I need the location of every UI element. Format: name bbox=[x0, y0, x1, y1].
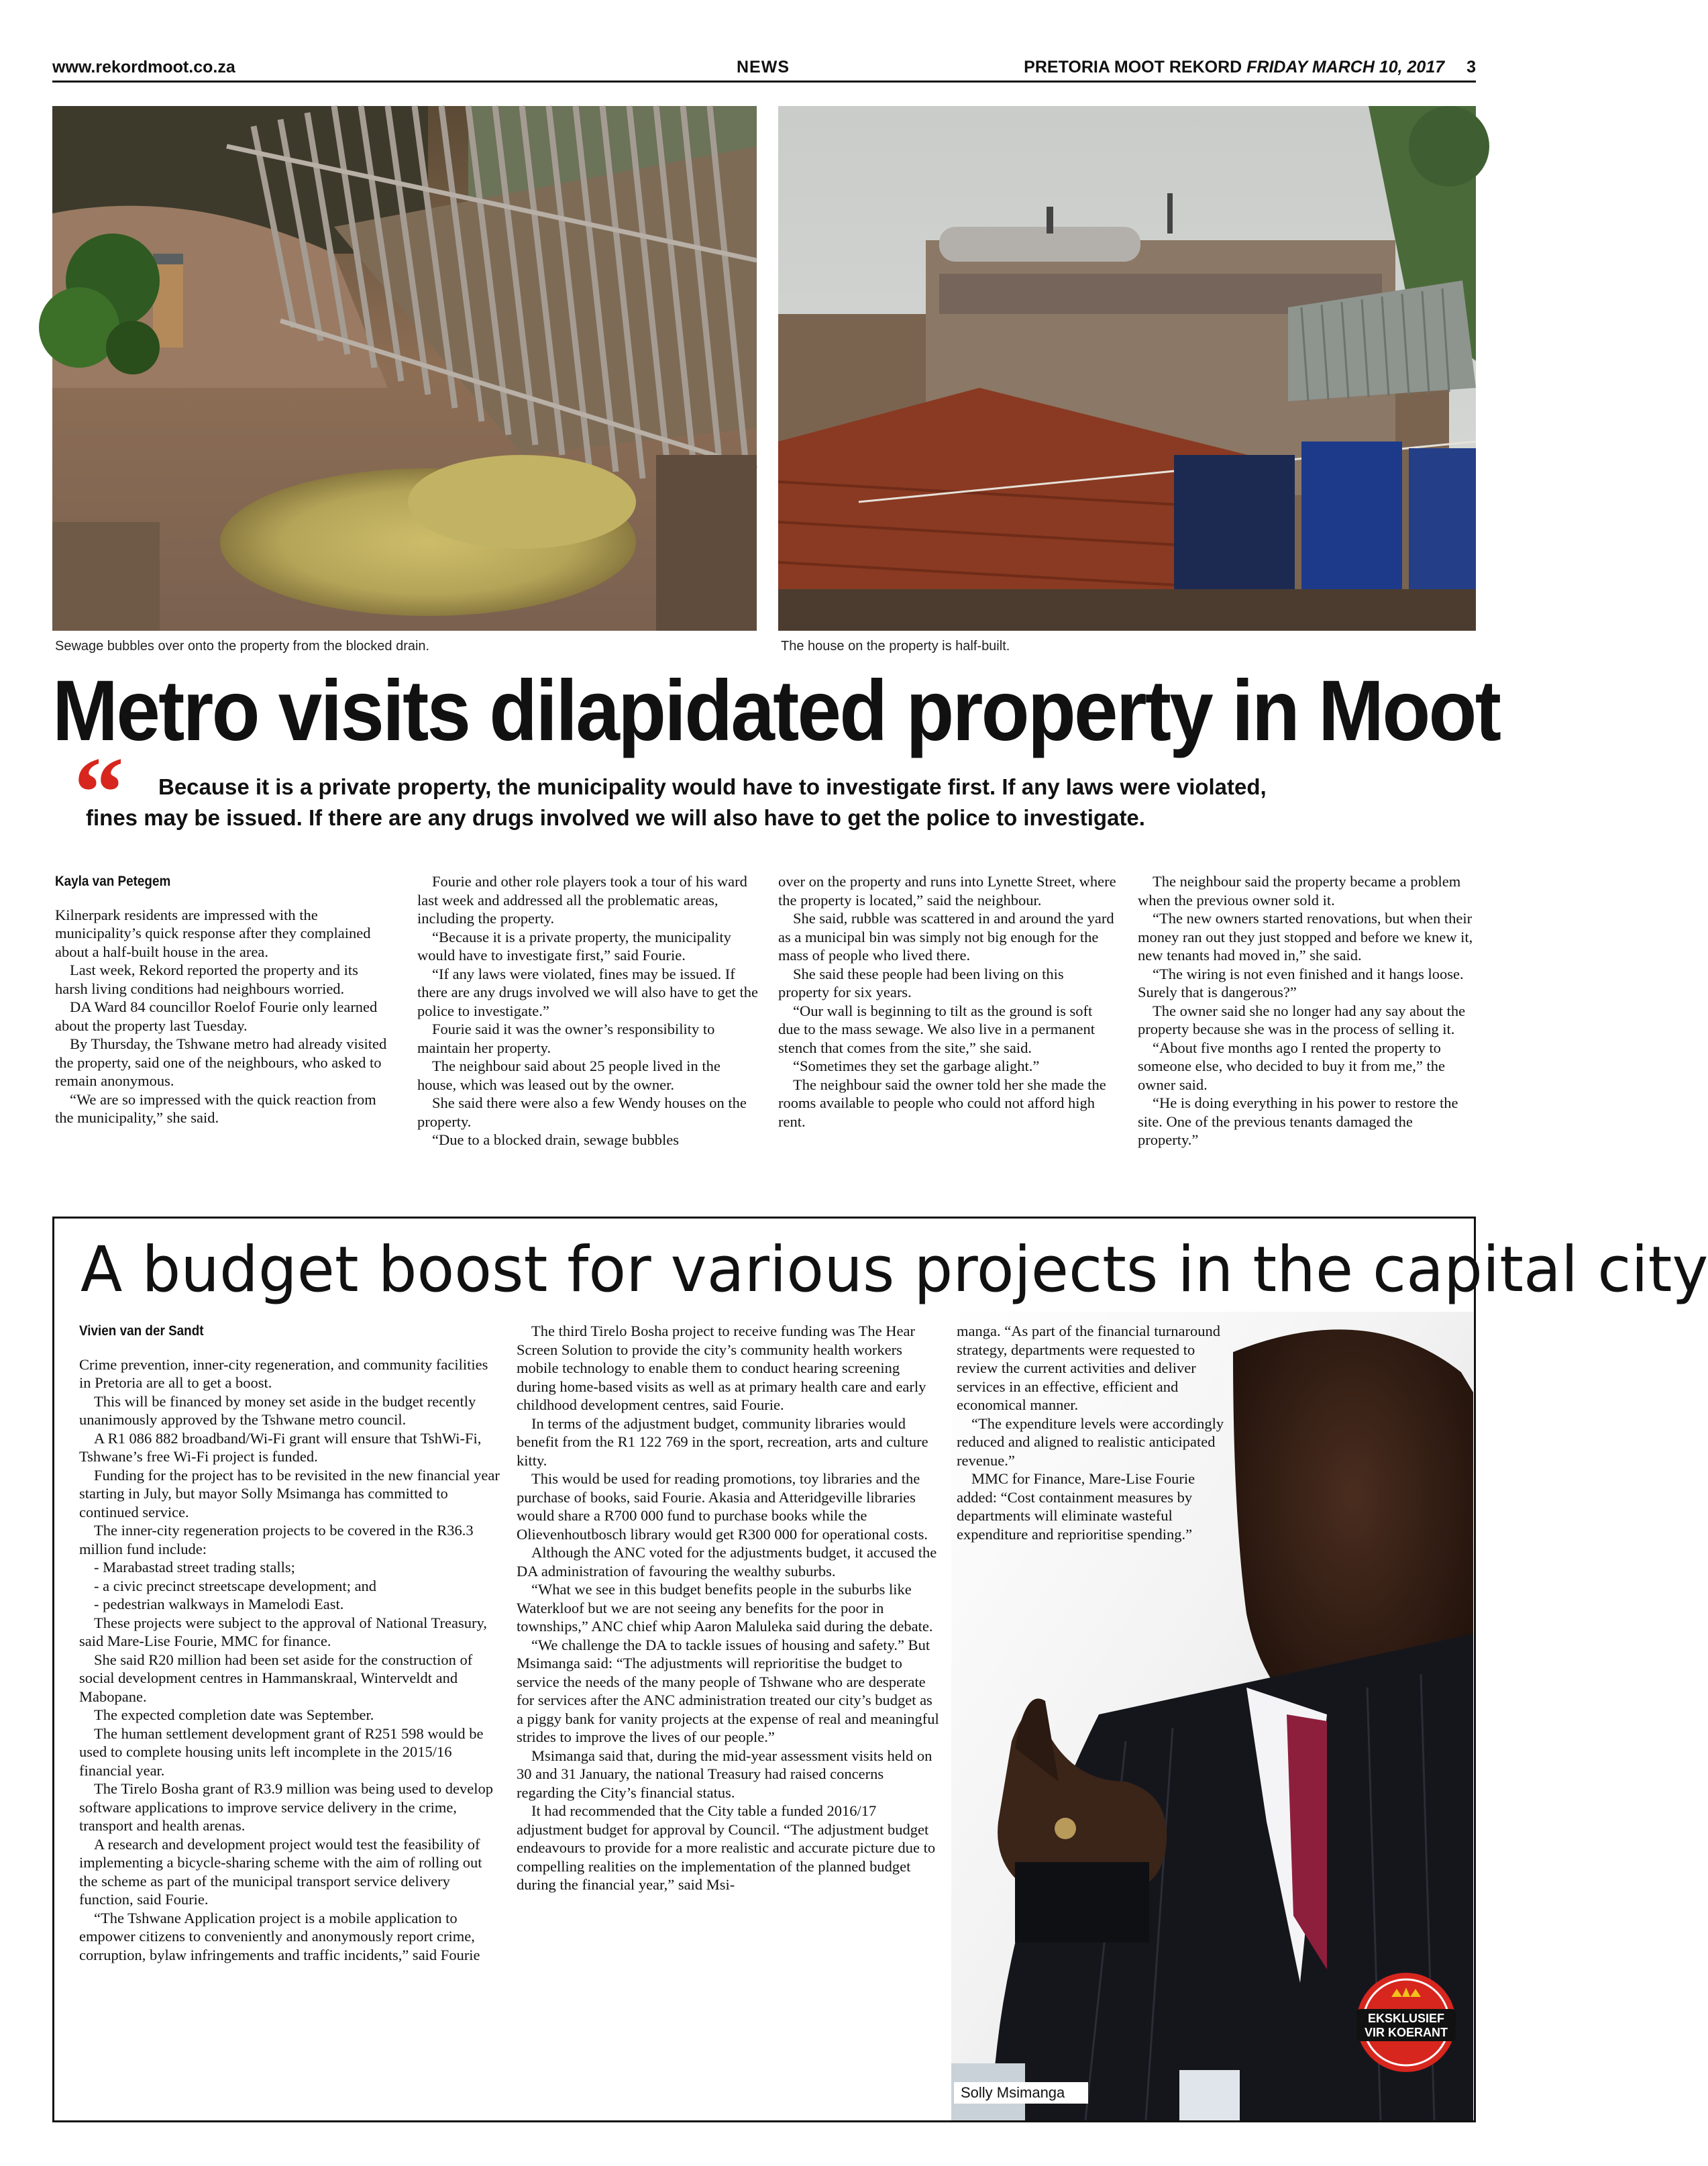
paragraph: over on the property and runs into Lynette Street, where the property is located,” said the neighbour. bbox=[778, 873, 1116, 909]
paragraph: “The Tshwane Application project is a mobile application to empower citizens to conveniently and anonymously report crime, corruption, bylaw infringements and traffic incidents,” said Fourie bbox=[79, 1909, 480, 1963]
paragraph: “If any laws were violated, fines may be issued. If there are any drugs involved we will also have to get the police to investigate.” bbox=[417, 965, 758, 1019]
sewage-photo-image bbox=[52, 106, 757, 631]
badge-line-2: VIR KOERANT bbox=[1364, 2026, 1448, 2039]
left-photo-caption: Sewage bubbles over onto the property from the blocked drain. bbox=[55, 639, 430, 654]
paragraph: “Our wall is beginning to tilt as the ground is soft due to the mass sewage. We also live in a permanent stench that comes from the site,” she said. bbox=[778, 1002, 1096, 1056]
paragraph: She said there were also a few Wendy houses on the property. bbox=[417, 1094, 747, 1130]
paragraph: Although the ANC voted for the adjustments budget, it accused the DA administration of favouring the wealthy suburbs. bbox=[517, 1544, 937, 1580]
paragraph: Crime prevention, inner-city regeneration, and community facilities in Pretoria are all to get a boost. bbox=[79, 1355, 488, 1391]
right-photo-caption: The house on the property is half-built. bbox=[781, 639, 1010, 654]
paragraph: The neighbour said the property became a problem when the previous owner sold it. bbox=[1138, 873, 1461, 909]
budget-column-2 bbox=[517, 1322, 939, 2107]
photo-caption-label: Solly Msimanga bbox=[954, 2082, 1088, 2104]
badge-line-1: EKSKLUSIEF bbox=[1367, 2012, 1445, 2025]
paragraph: Funding for the project has to be revisited in the new financial year starting in July, but mayor Solly Msimanga has committed to continued service. bbox=[79, 1466, 500, 1520]
paragraph: The neighbour said the owner told her she made the rooms available to people who could not afford high rent. bbox=[778, 1076, 1106, 1130]
paragraph: “The expenditure levels were accordingly reduced and aligned to realistic anticipated revenue.” bbox=[957, 1414, 1224, 1469]
paragraph: A research and development project would test the feasibility of implementing a bicycle-sharing scheme with the aim of rolling out the scheme as part of the municipal transport service delivery function, said Fourie. bbox=[79, 1835, 482, 1908]
paragraph: She said, rubble was scattered in and around the yard as a municipal bin was simply not big enough for the mass of people who lived there. bbox=[778, 910, 1114, 964]
paragraph: The third Tirelo Bosha project to receive funding was The Hear Screen Solution to provide the city’s community health workers mobile technology to enable them to conduct hearing screening during home-based visits as well as at primary health care and early childhood development centres, said Fourie. bbox=[517, 1323, 926, 1413]
paragraph: These projects were subject to the approval of National Treasury, said Mare-Lise Fourie, MMC for finance. bbox=[79, 1614, 487, 1649]
page-header bbox=[52, 54, 1476, 83]
paragraph: The human settlement development grant of R251 598 would be used to complete housing units left incomplete in the 2015/16 financial year. bbox=[79, 1724, 484, 1779]
exclusive-badge-icon bbox=[1352, 1969, 1460, 2076]
article-column-2 bbox=[417, 872, 759, 1208]
pull-quote-line-2: fines may be issued. If there are any drugs involved we will also have to get the police to investigate. bbox=[86, 805, 1145, 830]
exclusive-badge bbox=[1352, 1969, 1460, 2076]
list-item: - a civic precinct streetscape development; and bbox=[94, 1577, 377, 1594]
publication-info bbox=[1024, 58, 1476, 77]
page-number: 3 bbox=[1466, 58, 1476, 76]
paragraph: “Sometimes they set the garbage alight.” bbox=[793, 1058, 1040, 1074]
paragraph: “We challenge the DA to tackle issues of housing and safety.” But Msimanga said: “The adjustments will reprioritise the budget to service the needs of the many people of Tshwane who are desperate for services after the ANC administration treated our city’s budget as a piggy bank for vanity projects at the expense of real and meaningful strides to improve the lives of our people.” bbox=[517, 1636, 939, 1745]
publication-name: PRETORIA MOOT REKORD bbox=[1024, 58, 1242, 76]
website-url[interactable]: www.rekordmoot.co.za bbox=[52, 58, 235, 76]
paragraph: “The wiring is not even finished and it hangs loose. Surely that is dangerous?” bbox=[1138, 965, 1464, 1000]
paragraph: By Thursday, the Tshwane metro had already visited the property, said one of the neighbours, who asked to remain anonymous. bbox=[55, 1035, 387, 1089]
paragraph: “The new owners started renovations, but when their money ran out they just stopped and before we knew it, new tenants had moved in,” she said. bbox=[1138, 910, 1473, 964]
paragraph: Msimanga said that, during the mid-year assessment visits held on 30 and 31 January, the national Treasury had raised concerns regarding the City’s financial status. bbox=[517, 1747, 932, 1801]
byline: Kayla van Petegem bbox=[55, 874, 171, 889]
article-column-4 bbox=[1138, 872, 1476, 1208]
sewage-photo bbox=[52, 106, 757, 631]
section-label: NEWS bbox=[737, 58, 790, 76]
paragraph: DA Ward 84 councillor Roelof Fourie only learned about the property last Tuesday. bbox=[55, 998, 378, 1034]
paragraph: The neighbour said about 25 people lived in the house, which was leased out by the owner. bbox=[417, 1058, 720, 1093]
budget-column-1 bbox=[79, 1322, 502, 2107]
paragraph: “He is doing everything in his power to restore the site. One of the previous tenants damaged the property.” bbox=[1138, 1094, 1458, 1148]
paragraph: “Due to a blocked drain, sewage bubbles bbox=[432, 1131, 679, 1148]
paragraph: MMC for Finance, Mare-Lise Fourie added: “Cost containment measures by departments will eliminate wasteful expenditure and reprioritise spending.” bbox=[957, 1470, 1195, 1543]
paragraph: Fourie said it was the owner’s responsibility to maintain her property. bbox=[417, 1021, 715, 1056]
budget-headline: A budget boost for various projects in the capital city bbox=[81, 1233, 1708, 1306]
article-column-3 bbox=[778, 872, 1118, 1208]
paragraph: manga. “As part of the financial turnaround strategy, departments were requested to review the current activities and deliver services in an effective, efficient and economical manner. bbox=[957, 1323, 1220, 1413]
paragraph: It had recommended that the City table a funded 2016/17 adjustment budget for approval by Council. “The adjustment budget endeavours to provide for a more realistic and accurate picture due to compelling realities on the implementation of the planned budget during the financial year,” said Msi- bbox=[517, 1802, 936, 1893]
list-item: - pedestrian walkways in Mamelodi East. bbox=[94, 1596, 344, 1612]
pull-quote-line-1: Because it is a private property, the municipality would have to investigate first. If any laws were violated, bbox=[158, 774, 1267, 799]
paragraph: “Because it is a private property, the municipality would have to investigate first,” said Fourie. bbox=[417, 928, 731, 964]
paragraph: In terms of the adjustment budget, community libraries would benefit from the R1 122 769 in the sport, recreation, arts and culture kitty. bbox=[517, 1414, 928, 1469]
paragraph: The owner said she no longer had any say about the property because she was in the process of selling it. bbox=[1138, 1002, 1466, 1037]
paragraph: This would be used for reading promotions, toy libraries and the purchase of books, said Fourie. Akasia and Atteridgeville libraries would share a R700 000 fund to purchase books while the Olievenhoutbosch library would get R300 000 for operational costs. bbox=[517, 1470, 928, 1543]
paragraph: The inner-city regeneration projects to be covered in the R36.3 million fund include: bbox=[79, 1522, 474, 1557]
paragraph: A R1 086 882 broadband/Wi-Fi grant will ensure that TshWi-Fi, Tshwane’s free Wi-Fi project is funded. bbox=[79, 1429, 482, 1465]
publication-date: FRIDAY MARCH 10, 2017 bbox=[1246, 58, 1445, 76]
paragraph: “What we see in this budget benefits people in the suburbs like Waterkloof but we are not seeing any benefits for the poor in townships,” ANC chief whip Aaron Maluleka said during the debate. bbox=[517, 1581, 933, 1635]
list-item: - Marabastad street trading stalls; bbox=[94, 1559, 295, 1576]
house-photo-image bbox=[778, 106, 1476, 631]
paragraph: This will be financed by money set aside in the budget recently unanimously approved by the Tshwane metro council. bbox=[79, 1392, 476, 1428]
budget-column-3 bbox=[957, 1322, 1225, 1671]
house-photo bbox=[778, 106, 1476, 631]
article-column-1 bbox=[55, 872, 390, 1208]
paragraph: “We are so impressed with the quick reaction from the municipality,” she said. bbox=[55, 1090, 376, 1126]
article-headline: Metro visits dilapidated property in Moot bbox=[52, 663, 1500, 759]
pull-quote bbox=[74, 737, 1461, 859]
paragraph: “About five months ago I rented the property to someone else, who decided to buy it from me,” the owner said. bbox=[1138, 1039, 1445, 1093]
paragraph: The expected completion date was September. bbox=[94, 1706, 374, 1723]
paragraph: Kilnerpark residents are impressed with the municipality’s quick response after they complained about a half-built house in the area. bbox=[55, 906, 371, 960]
paragraph: Last week, Rekord reported the property and its harsh living conditions had neighbours worried. bbox=[55, 962, 358, 997]
paragraph: Fourie and other role players took a tour of his ward last week and addressed all the problematic areas, including the property. bbox=[417, 873, 747, 927]
paragraph: She said these people had been living on this property for six years. bbox=[778, 965, 1064, 1000]
byline: Vivien van der Sandt bbox=[79, 1323, 204, 1339]
paragraph: She said R20 million had been set aside for the construction of social development centres in Hammanskraal, Winterveldt and Mabopane. bbox=[79, 1651, 473, 1705]
quote-mark-icon: “ bbox=[74, 737, 124, 848]
paragraph: The Tirelo Bosha grant of R3.9 million was being used to develop software applications to improve service delivery in the crime, transport and health arenas. bbox=[79, 1780, 493, 1834]
